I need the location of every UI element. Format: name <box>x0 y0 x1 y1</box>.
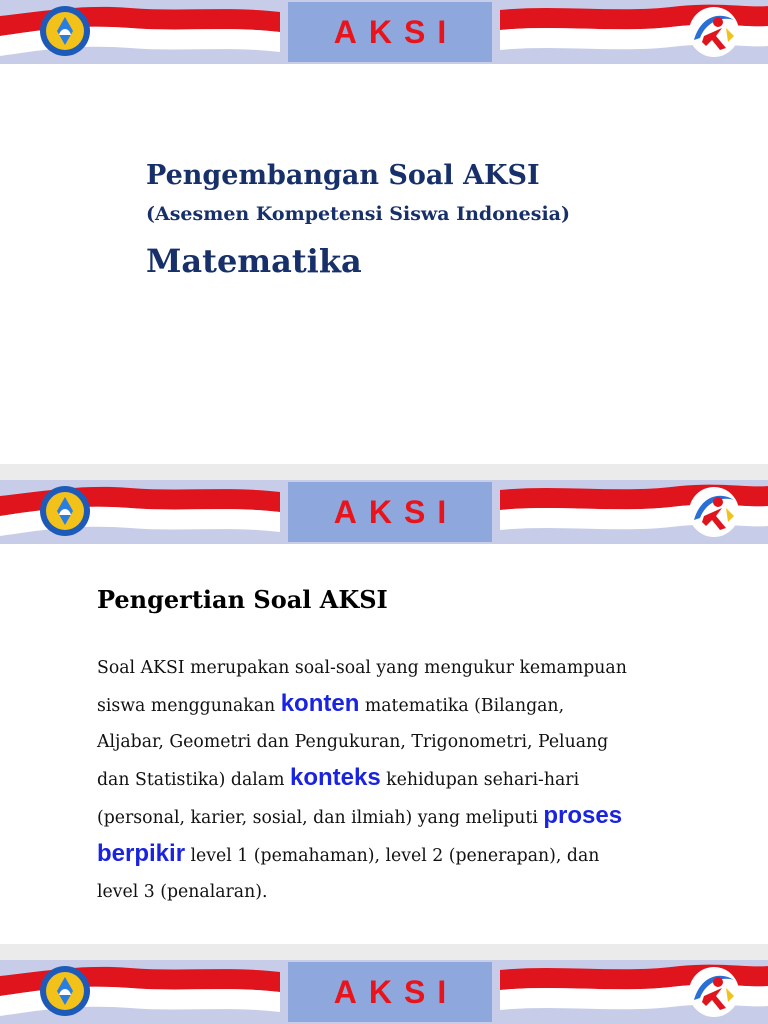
paragraph-text: dan Statistika) dalam <box>97 770 290 790</box>
aksi-title: AKSI <box>333 973 459 1010</box>
student-logo-icon <box>688 486 740 538</box>
aksi-title: AKSI <box>333 493 459 530</box>
keyword-proses: proses <box>543 802 623 829</box>
paragraph-line <box>97 760 717 798</box>
student-logo-icon <box>688 6 740 58</box>
paragraph-line <box>97 686 717 724</box>
slide-banner <box>0 960 768 1024</box>
keyword-konteks: konteks <box>289 764 381 791</box>
paragraph-text: Soal AKSI merupakan soal-soal yang mengukur kemampuan <box>97 658 627 678</box>
slide-2 <box>0 480 768 944</box>
keyword-konten: konten <box>280 690 360 717</box>
paragraph-line <box>97 874 717 910</box>
slide-banner <box>0 0 768 64</box>
paragraph-line <box>97 650 717 686</box>
paragraph-text: level 3 (penalaran). <box>97 882 268 902</box>
aksi-title-box <box>288 962 492 1022</box>
paragraph-text: matematika (Bilangan, <box>359 696 565 716</box>
slide-1 <box>0 0 768 464</box>
keyword-berpikir: berpikir <box>97 840 186 867</box>
paragraph-text: kehidupan sehari-hari <box>380 770 580 790</box>
definition-paragraph <box>97 650 717 910</box>
paragraph-line <box>97 836 717 874</box>
paragraph-text: Aljabar, Geometri dan Pengukuran, Trigonometri, Peluang <box>97 732 609 752</box>
student-logo-icon <box>688 966 740 1018</box>
aksi-title-box <box>288 2 492 62</box>
paragraph-line <box>97 798 717 836</box>
tut-wuri-handayani-emblem-icon <box>39 5 91 57</box>
paragraph-text: (personal, karier, sosial, dan ilmiah) yang meliputi <box>97 808 544 828</box>
tut-wuri-handayani-emblem-icon <box>39 965 91 1017</box>
section-heading: Pengertian Soal AKSI <box>97 585 388 614</box>
presentation-title: Pengembangan Soal AKSI <box>146 160 540 191</box>
slide-3 <box>0 960 768 1024</box>
paragraph-text: siswa menggunakan <box>97 696 281 716</box>
paragraph-line <box>97 724 717 760</box>
subject-title: Matematika <box>146 242 362 280</box>
slide-banner <box>0 480 768 544</box>
tut-wuri-handayani-emblem-icon <box>39 485 91 537</box>
paragraph-text: level 1 (pemahaman), level 2 (penerapan), dan <box>185 846 600 866</box>
aksi-title: AKSI <box>333 13 459 50</box>
aksi-title-box <box>288 482 492 542</box>
presentation-subtitle: (Asesmen Kompetensi Siswa Indonesia) <box>146 203 570 225</box>
